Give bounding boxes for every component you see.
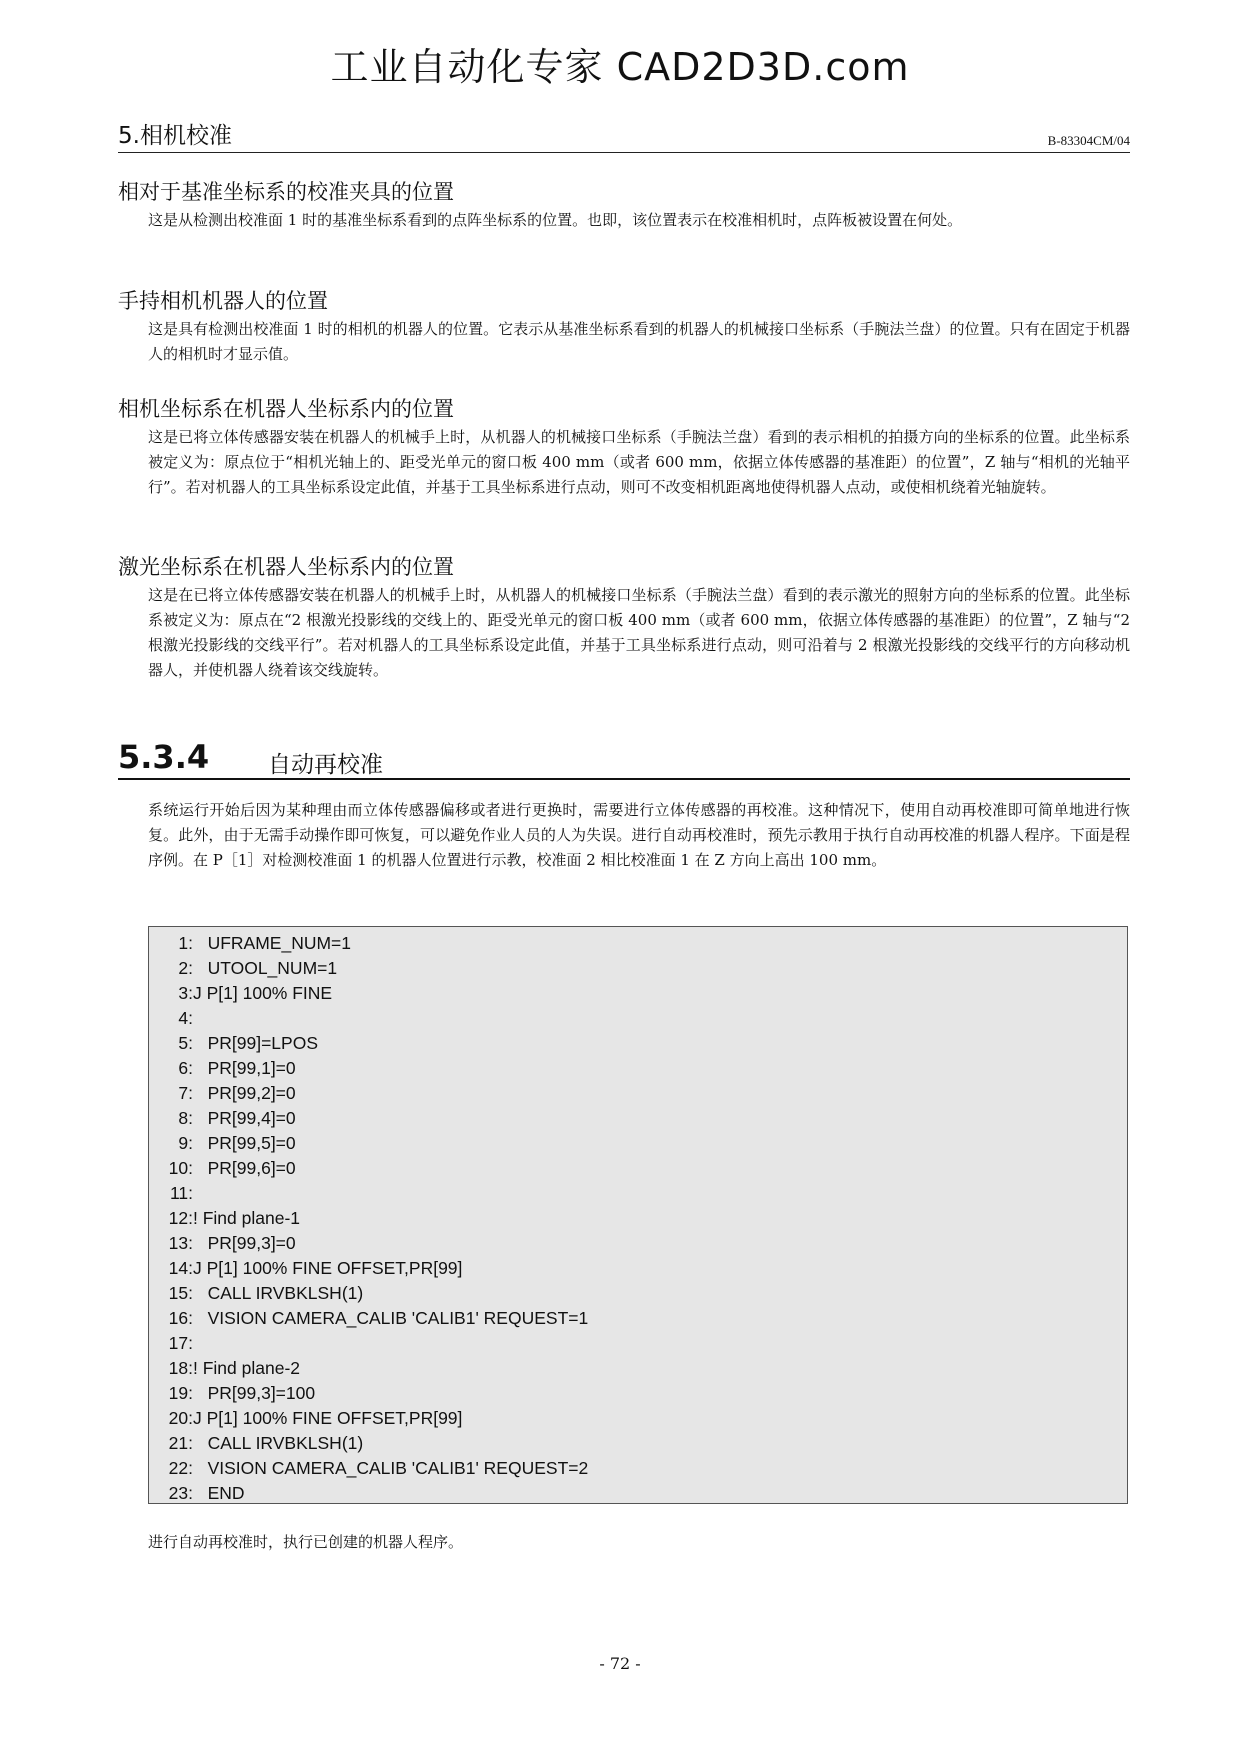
- line-code: VISION CAMERA_CALIB 'CALIB1' REQUEST=1: [193, 1308, 589, 1328]
- line-number: 8:: [178, 1108, 193, 1128]
- program-line: [149, 1256, 1127, 1281]
- line-number: 2:: [178, 958, 193, 978]
- line-number: 22:: [168, 1458, 193, 1478]
- line-code: VISION CAMERA_CALIB 'CALIB1' REQUEST=2: [193, 1458, 589, 1478]
- line-number: 5:: [178, 1033, 193, 1053]
- line-code: CALL IRVBKLSH(1): [193, 1283, 364, 1303]
- program-line: [149, 1406, 1127, 1431]
- program-line: [149, 1281, 1127, 1306]
- program-line: [149, 1106, 1127, 1131]
- line-code: PR[99,1]=0: [193, 1058, 296, 1078]
- program-line: [149, 1181, 1127, 1206]
- page-number: - 72 -: [599, 1654, 641, 1673]
- section-robot-position: [118, 287, 1130, 367]
- line-code: CALL IRVBKLSH(1): [193, 1433, 364, 1453]
- line-number: 16:: [168, 1308, 193, 1328]
- line-number: 9:: [178, 1133, 193, 1153]
- line-number: 19:: [168, 1383, 193, 1403]
- line-code: PR[99,3]=0: [193, 1233, 296, 1253]
- line-number: 21:: [168, 1433, 193, 1453]
- subsection-heading: [118, 738, 1130, 780]
- line-code: PR[99,4]=0: [193, 1108, 296, 1128]
- page-header: [118, 123, 1130, 153]
- program-line: [149, 931, 1127, 956]
- section-title: 相机坐标系在机器人坐标系内的位置: [118, 397, 454, 421]
- program-line: [149, 1431, 1127, 1456]
- line-code: PR[99,2]=0: [193, 1083, 296, 1103]
- program-line: [149, 956, 1127, 981]
- line-number: 7:: [178, 1083, 193, 1103]
- line-code: ! Find plane-1: [193, 1208, 301, 1228]
- line-code: PR[99,6]=0: [193, 1158, 296, 1178]
- section-title: 相对于基准坐标系的校准夹具的位置: [118, 180, 454, 204]
- program-line: [149, 1481, 1127, 1506]
- watermark-text: 工业自动化专家 CAD2D3D.com: [330, 45, 910, 89]
- line-number: 12:: [168, 1208, 193, 1228]
- program-line: [149, 1356, 1127, 1381]
- section-body: 这是具有检测出校准面 1 时的相机的机器人的位置。它表示从基准坐标系看到的机器人的机械接口坐标系（手腕法兰盘）的位置。只有在固定于机器人的相机时才显示值。: [148, 320, 1130, 363]
- program-line: [149, 1156, 1127, 1181]
- line-code: END: [193, 1483, 245, 1503]
- chapter-title: 5.相机校准: [118, 123, 232, 149]
- line-number: 4:: [178, 1008, 193, 1028]
- section-camera-frame: [118, 395, 1130, 500]
- line-number: 11:: [169, 1183, 193, 1203]
- line-number: 15:: [168, 1283, 193, 1303]
- program-line: [149, 1381, 1127, 1406]
- line-number: 20:: [168, 1408, 193, 1428]
- section-body: 这是已将立体传感器安装在机器人的机械手上时，从机器人的机械接口坐标系（手腕法兰盘）看到的表示相机的拍摄方向的坐标系的位置。此坐标系被定义为：原点位于“相机光轴上的、距受光单元的窗口板 400 mm（或者 600 mm，依据立体传感器的基准距）的位置”，Z 轴与“相机的光轴平行”。若对机器人的工具坐标系设定此值，并基于工具坐标系进行点动，则可不改变相机距离地使得机器人点动，或使相机绕着光轴旋转。: [148, 428, 1130, 496]
- section-laser-frame: [118, 553, 1130, 683]
- line-number: 13:: [168, 1233, 193, 1253]
- program-line: [149, 1131, 1127, 1156]
- line-number: 10:: [168, 1158, 193, 1178]
- line-code: J P[1] 100% FINE: [193, 983, 333, 1003]
- program-line: [149, 1456, 1127, 1481]
- line-number: 14:: [168, 1258, 193, 1278]
- subsection-title: 自动再校准: [268, 752, 383, 778]
- program-listing: [148, 926, 1128, 1504]
- line-code: PR[99,5]=0: [193, 1133, 296, 1153]
- program-line: [149, 1081, 1127, 1106]
- closing-text: 进行自动再校准时，执行已创建的机器人程序。: [148, 1533, 464, 1551]
- document-number: B-83304CM/04: [1047, 133, 1130, 148]
- program-line: [149, 1331, 1127, 1356]
- line-code: UFRAME_NUM=1: [193, 933, 352, 953]
- line-number: 3:: [178, 983, 193, 1003]
- section-title: 手持相机机器人的位置: [118, 289, 328, 313]
- line-code: J P[1] 100% FINE OFFSET,PR[99]: [193, 1258, 463, 1278]
- line-number: 17:: [168, 1333, 193, 1353]
- line-number: 23:: [168, 1483, 193, 1503]
- section-title: 激光坐标系在机器人坐标系内的位置: [118, 555, 454, 579]
- line-number: 1:: [178, 933, 193, 953]
- section-body: 这是在已将立体传感器安装在机器人的机械手上时，从机器人的机械接口坐标系（手腕法兰盘）看到的表示激光的照射方向的坐标系的位置。此坐标系被定义为：原点在“2 根激光投影线的交线上的、距受光单元的窗口板 400 mm（或者 600 mm，依据立体传感器的基准距）的位置”，Z 轴与“2 根激光投影线的交线平行”。若对机器人的工具坐标系设定此值，并基于工具坐标系进行点动，则可沿着与 2 根激光投影线的交线平行的方向移动机器人，并使机器人绕着该交线旋转。: [148, 586, 1130, 679]
- program-line: [149, 1056, 1127, 1081]
- subsection-number: 5.3.4: [118, 738, 210, 776]
- line-code: UTOOL_NUM=1: [193, 958, 338, 978]
- line-number: 6:: [178, 1058, 193, 1078]
- program-line: [149, 1306, 1127, 1331]
- program-line: [149, 1006, 1127, 1031]
- line-code: PR[99,3]=100: [193, 1383, 316, 1403]
- program-line: [149, 981, 1127, 1006]
- line-code: ! Find plane-2: [193, 1358, 301, 1378]
- program-line: [149, 1031, 1127, 1056]
- section-body: 这是从检测出校准面 1 时的基准坐标系看到的点阵坐标系的位置。也即，该位置表示在校准相机时，点阵板被设置在何处。: [148, 211, 963, 229]
- line-number: 18:: [168, 1358, 193, 1378]
- intro-paragraph: 系统运行开始后因为某种理由而立体传感器偏移或者进行更换时，需要进行立体传感器的再校准。这种情况下，使用自动再校准即可简单地进行恢复。此外，由于无需手动操作即可恢复，可以避免作业人员的人为失误。进行自动再校准时，预先示教用于执行自动再校准的机器人程序。下面是程序例。在 P［1］对检测校准面 1 的机器人位置进行示教，校准面 2 相比校准面 1 在 Z 方向上高出 100 mm。: [148, 801, 1130, 869]
- line-code: PR[99]=LPOS: [193, 1033, 318, 1053]
- line-code: J P[1] 100% FINE OFFSET,PR[99]: [193, 1408, 463, 1428]
- program-line: [149, 1231, 1127, 1256]
- program-line: [149, 1206, 1127, 1231]
- section-calib-fixture-position: [118, 178, 1130, 233]
